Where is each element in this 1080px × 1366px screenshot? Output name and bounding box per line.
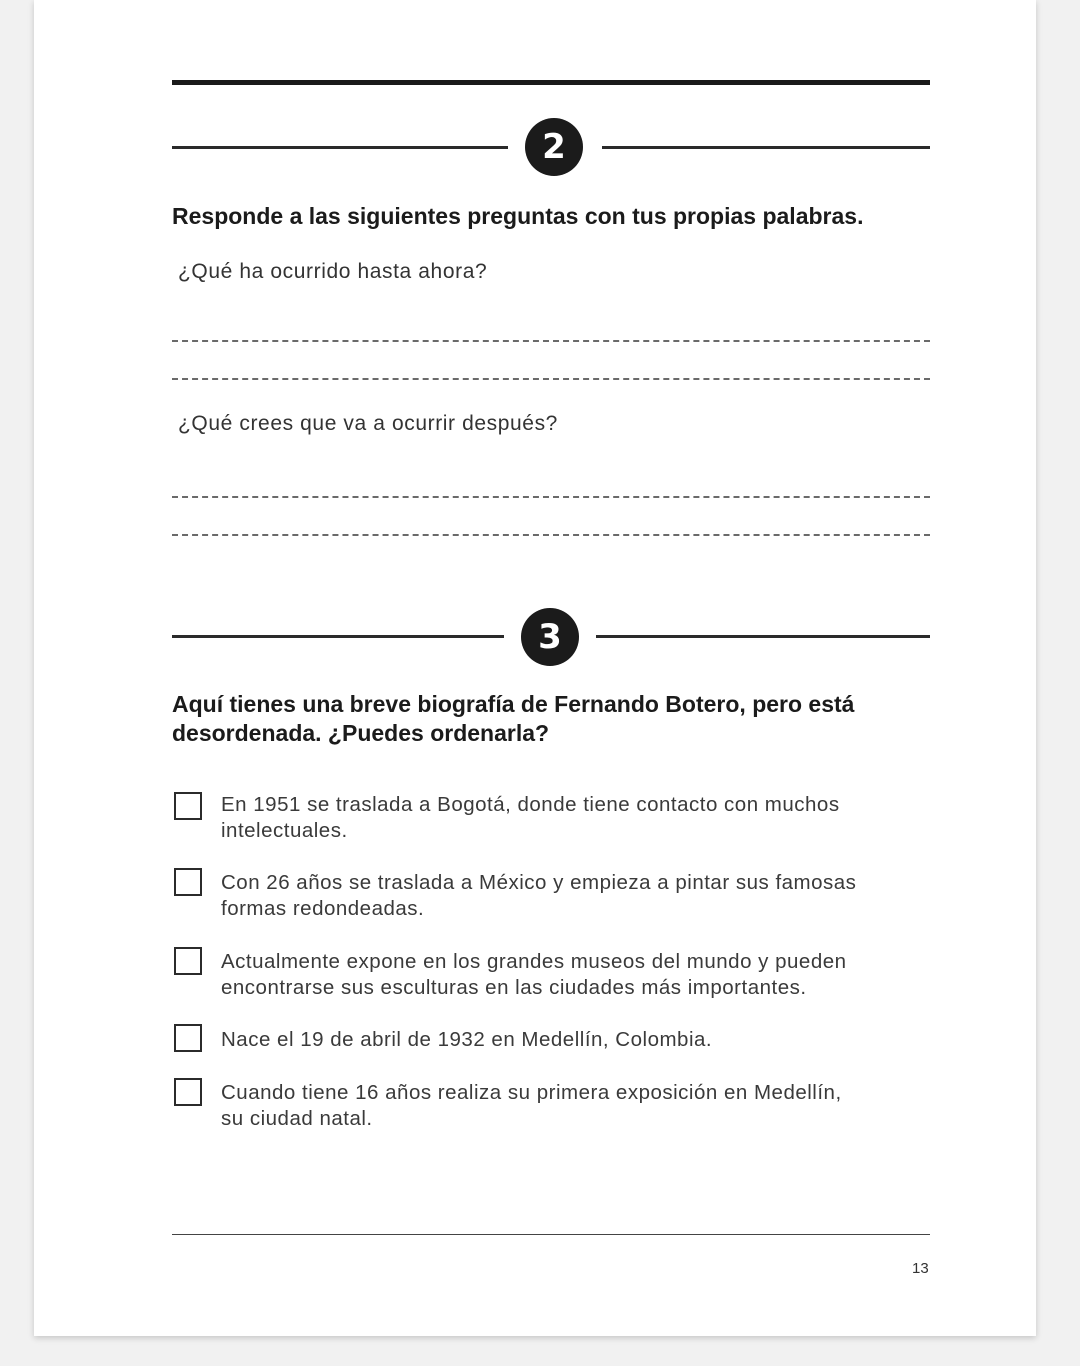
answer-line-2b[interactable] — [172, 534, 930, 536]
item-5-line-1: Cuando tiene 16 años realiza su primera exposición en Medellín, — [221, 1081, 842, 1104]
worksheet-page — [34, 0, 1036, 1336]
item-5-checkbox[interactable] — [174, 1078, 202, 1106]
item-2-line-1: Con 26 años se traslada a México y empieza a pintar sus famosas — [221, 871, 857, 894]
section-3-instruction-line-2: desordenada. ¿Puedes ordenarla? — [172, 720, 550, 746]
section-2-left-line — [172, 146, 508, 149]
section-3-left-line — [172, 635, 504, 638]
item-3-line-1: Actualmente expone en los grandes museos del mundo y pueden — [221, 950, 847, 973]
section-2-right-line — [602, 146, 930, 149]
item-3-checkbox[interactable] — [174, 947, 202, 975]
footer-rule — [172, 1234, 930, 1235]
page-number: 13 — [912, 1260, 929, 1277]
item-3-text — [221, 949, 951, 1001]
answer-line-2a[interactable] — [172, 496, 930, 498]
item-2-checkbox[interactable] — [174, 868, 202, 896]
question-1: ¿Qué ha ocurrido hasta ahora? — [178, 260, 488, 283]
section-3-right-line — [596, 635, 930, 638]
question-2: ¿Qué crees que va a ocurrir después? — [178, 412, 558, 435]
item-3-line-2: encontrarse sus esculturas en las ciudades más importantes. — [221, 976, 807, 999]
section-2-instruction: Responde a las siguientes preguntas con tus propias palabras. — [172, 203, 864, 229]
item-4-text — [221, 1027, 941, 1053]
section-3-instruction — [172, 690, 952, 748]
section-3-instruction-line-1: Aquí tienes una breve biografía de Fernando Botero, pero está — [172, 691, 855, 717]
answer-line-1a[interactable] — [172, 340, 930, 342]
item-1-line-2: intelectuales. — [221, 819, 348, 842]
item-1-checkbox[interactable] — [174, 792, 202, 820]
item-1-text — [221, 792, 941, 844]
item-1-line-1: En 1951 se traslada a Bogotá, donde tiene contacto con muchos — [221, 793, 840, 816]
answer-line-1b[interactable] — [172, 378, 930, 380]
item-2-line-2: formas redondeadas. — [221, 897, 425, 920]
item-4-checkbox[interactable] — [174, 1024, 202, 1052]
section-2-number-badge: 2 — [525, 118, 583, 176]
top-rule — [172, 80, 930, 85]
section-3-number-badge: 3 — [521, 608, 579, 666]
item-4-line-1: Nace el 19 de abril de 1932 en Medellín, Colombia. — [221, 1028, 713, 1051]
item-5-text — [221, 1080, 941, 1132]
item-5-line-2: su ciudad natal. — [221, 1107, 373, 1130]
item-2-text — [221, 870, 941, 922]
